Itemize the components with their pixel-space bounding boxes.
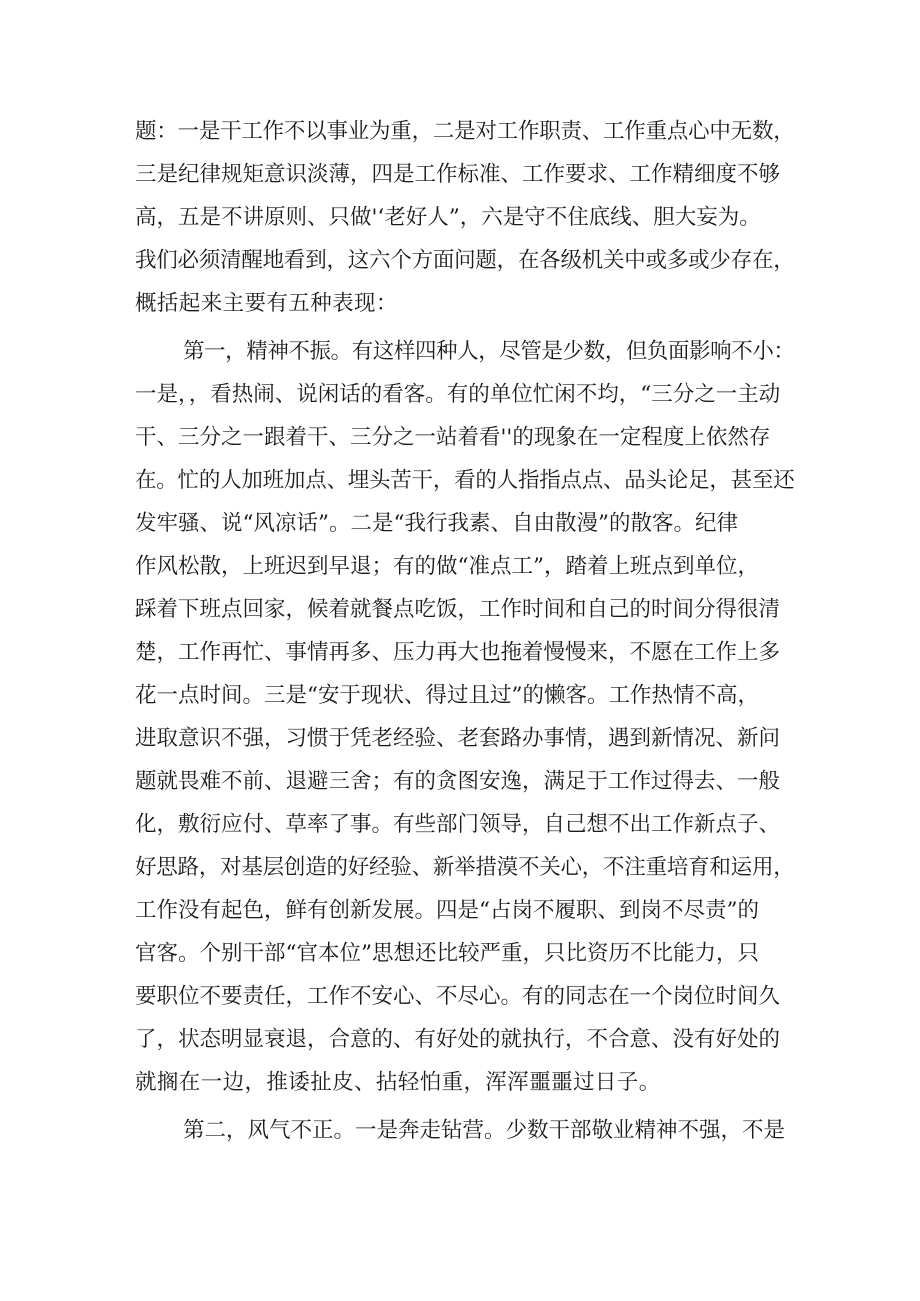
- text-line-17: 化，敷衍应付、草率了事。有些部门领导，自己想不出工作新点子、: [135, 812, 781, 837]
- text-line-22: 了，状态明显衰退，合意的、有好处的就执行，不合意、没有好处的: [135, 1027, 781, 1052]
- text-line-3: 高，五是不讲原则、只做'‘老好人”，六是守不住底线、胆大妄为。: [135, 205, 761, 230]
- text-line-4: 我们必须清醒地看到，这六个方面问题，在各级机关中或多或少存在，: [135, 248, 795, 273]
- paragraph-1-first-line: 第一，精神不振。有这样四种人，尽管是少数，但负面影响不小：: [183, 339, 795, 364]
- text-line-1: 题：一是干工作不以事业为重，二是对工作职责、工作重点心中无数，: [135, 119, 795, 144]
- text-line-16: 题就畏难不前、退避三舍；有的贪图安逸，满足于工作过得去、一般: [135, 769, 781, 794]
- text-line-2: 三是纪律规矩意识淡薄，四是工作标准、工作要求、工作精细度不够: [135, 162, 781, 187]
- text-line-15: 进取意识不强，习惯于凭老经验、老套路办事情，遇到新情况、新问: [135, 726, 781, 751]
- text-line-23: 就搁在一边，推诿扯皮、拈轻怕重，浑浑噩噩过日子。: [135, 1070, 661, 1095]
- text-line-5: 概括起来主要有五种表现：: [135, 291, 398, 316]
- text-line-14: 花一点时间。三是“安于现状、得过且过”的懒客。工作热情不高，: [135, 683, 759, 708]
- text-line-12: 踩着下班点回家，候着就餐点吃饭，工作时间和自己的时间分得很清: [135, 597, 781, 622]
- text-line-21: 要职位不要责任，工作不安心、不尽心。有的同志在一个岗位时间久: [135, 984, 781, 1009]
- text-line-9: 在。忙的人加班加点、埋头苦干，看的人指指点点、品头论足，甚至还: [135, 468, 795, 493]
- text-line-7: 一是，，看热闹、说闲话的看客。有的单位忙闲不均，“三分之一主动: [135, 382, 781, 407]
- text-line-19: 工作没有起色，鲜有创新发展。四是“占岗不履职、到岗不尽责”的: [135, 898, 759, 923]
- text-line-11: 作风松散，上班迟到早退；有的做“准点工”，踏着上班点到单位，: [135, 554, 759, 579]
- text-line-18: 好思路，对基层创造的好经验、新举措漠不关心，不注重培育和运用，: [135, 855, 795, 880]
- paragraph-2-first-line: 第二，风气不正。一是奔走钻营。少数干部敬业精神不强，不是: [183, 1118, 786, 1143]
- text-line-13: 楚，工作再忙、事情再多、压力再大也拖着慢慢来，不愿在工作上多: [135, 640, 781, 665]
- text-line-8: 干、三分之一跟着干、三分之一站着看''的现象在一定程度上依然存: [135, 425, 771, 450]
- text-line-20: 官客。个别干部“官本位”思想还比较严重，只比资历不比能力，只: [135, 941, 759, 966]
- text-line-10: 发牢骚、说“风凉话”。二是“我行我素、自由散漫”的散客。纪律: [135, 511, 738, 536]
